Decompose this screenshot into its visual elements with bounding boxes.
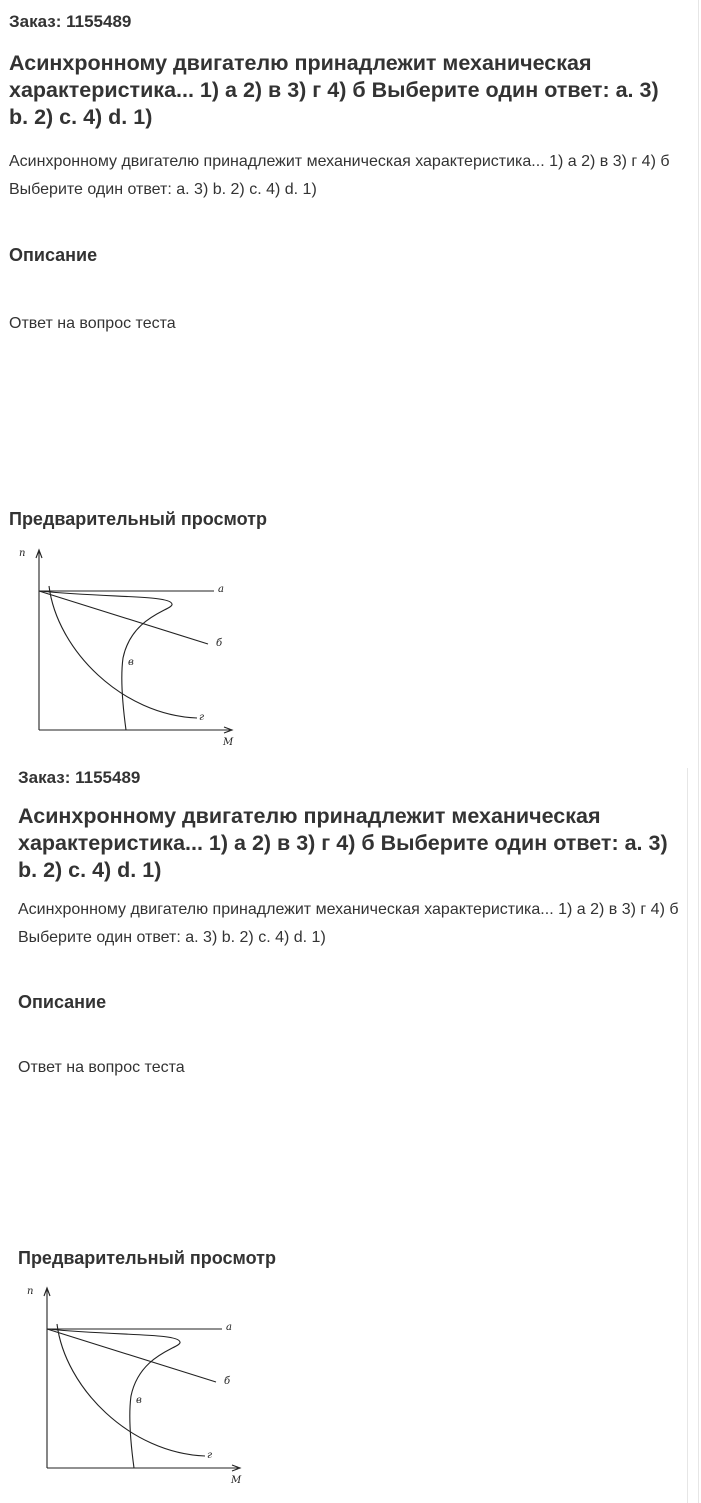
curve-g-label: г xyxy=(199,712,205,723)
description-text: Ответ на вопрос теста xyxy=(18,1059,185,1076)
question-text: Асинхронному двигателю принадлежит механическая характеристика... 1) а 2) в 3) г 4) б Выберите один ответ: a. 3) b. 2) c. 4) d. 1) xyxy=(18,901,679,946)
question-title: Асинхронному двигателю принадлежит механическая характеристика... 1) а 2) в 3) г 4) б Выберите один ответ: a. 3) b. 2) c. 4) d. 1) xyxy=(9,51,659,129)
curve-g-label: г xyxy=(207,1450,213,1461)
curve-b-label: б xyxy=(216,638,223,649)
preview-heading: Предварительный просмотр xyxy=(9,509,267,529)
preview-diagram xyxy=(12,540,252,755)
y-axis-label: n xyxy=(27,1286,34,1297)
curve-a-label: а xyxy=(226,1322,232,1333)
question-text: Асинхронному двигателю принадлежит механическая характеристика... 1) а 2) в 3) г 4) б Выберите один ответ: a. 3) b. 2) c. 4) d. 1) xyxy=(9,153,670,198)
question-title: Асинхронному двигателю принадлежит механическая характеристика... 1) а 2) в 3) г 4) б Выберите один ответ: a. 3) b. 2) c. 4) d. 1) xyxy=(18,804,668,882)
x-axis-label: M xyxy=(223,737,234,748)
curve-a-label: а xyxy=(218,584,224,595)
description-text: Ответ на вопрос теста xyxy=(9,315,176,332)
order-number: Заказ: 1155489 xyxy=(18,768,141,787)
order-number: Заказ: 1155489 xyxy=(9,12,132,31)
page-right-border xyxy=(698,0,699,1503)
curve-b-label: б xyxy=(224,1376,231,1387)
curve-v-label: в xyxy=(128,657,134,668)
x-axis-label: M xyxy=(231,1475,242,1486)
description-heading: Описание xyxy=(9,245,98,265)
order-card-2 xyxy=(10,768,698,1503)
preview-heading: Предварительный просмотр xyxy=(18,1248,276,1268)
curve-b xyxy=(39,591,208,644)
preview-diagram xyxy=(20,1278,260,1493)
y-axis-label: n xyxy=(19,548,26,559)
card-right-border xyxy=(687,768,688,1503)
curve-v-label: в xyxy=(136,1395,142,1406)
description-heading: Описание xyxy=(18,992,107,1012)
curve-b xyxy=(47,1329,216,1382)
